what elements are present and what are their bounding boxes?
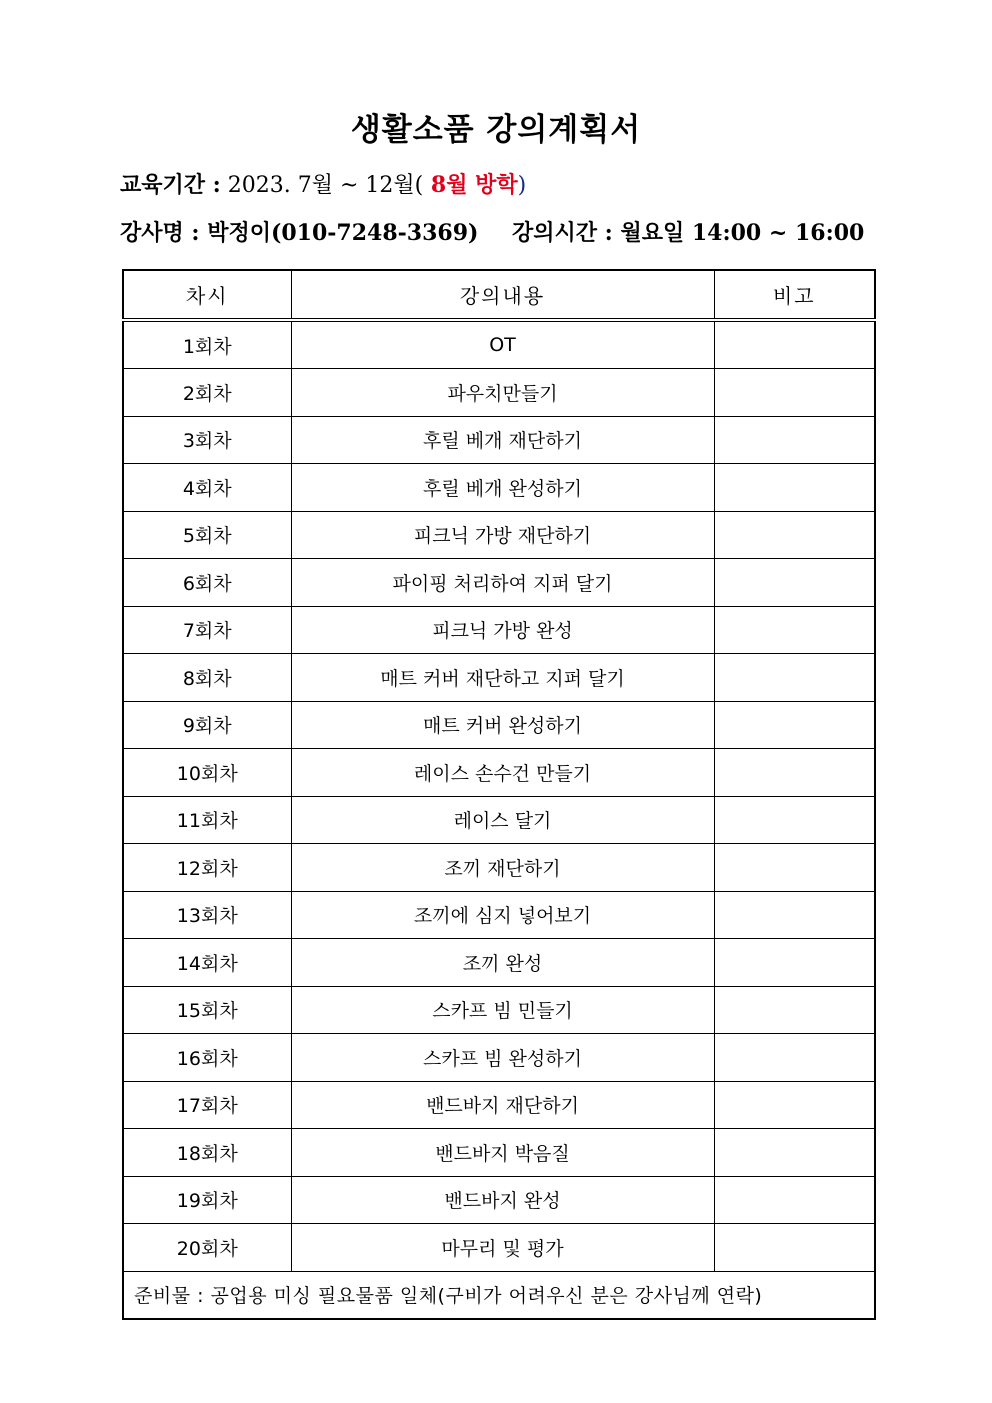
session-cell: 12회차 — [123, 844, 291, 892]
session-cell: 6회차 — [123, 559, 291, 607]
session-cell: 9회차 — [123, 701, 291, 749]
header-note: 비고 — [714, 270, 875, 320]
instructor-value: 박정이(010-7248-3369) — [207, 220, 479, 246]
note-cell — [714, 320, 875, 369]
session-cell: 4회차 — [123, 464, 291, 512]
table-row — [123, 320, 875, 369]
session-cell: 18회차 — [123, 1129, 291, 1177]
table-footer-row — [123, 1271, 875, 1319]
note-cell — [714, 796, 875, 844]
content-cell: 조끼 재단하기 — [291, 844, 714, 892]
content-cell: 후릴 베개 완성하기 — [291, 464, 714, 512]
header-content: 강의내용 — [291, 270, 714, 320]
content-cell: 피크닉 가방 완성 — [291, 606, 714, 654]
table-row — [123, 844, 875, 892]
note-cell — [714, 1224, 875, 1272]
table-row — [123, 1034, 875, 1082]
note-cell — [714, 1081, 875, 1129]
table-row — [123, 1224, 875, 1272]
note-cell — [714, 844, 875, 892]
session-cell: 3회차 — [123, 416, 291, 464]
education-period-label: 교육기간 : — [120, 172, 221, 198]
lecture-plan-table — [122, 269, 876, 1320]
table-row — [123, 464, 875, 512]
session-cell: 11회차 — [123, 796, 291, 844]
session-cell: 16회차 — [123, 1034, 291, 1082]
table-row — [123, 1129, 875, 1177]
note-cell — [714, 1176, 875, 1224]
supplies-note: 준비물 : 공업용 미싱 필요물품 일체(구비가 어려우신 분은 강사님께 연락) — [123, 1271, 875, 1319]
table-row — [123, 796, 875, 844]
content-cell: 파이핑 처리하여 지퍼 달기 — [291, 559, 714, 607]
session-cell: 15회차 — [123, 986, 291, 1034]
session-cell: 19회차 — [123, 1176, 291, 1224]
period-close-paren: ) — [517, 173, 527, 198]
note-cell — [714, 701, 875, 749]
content-cell: 마무리 및 평가 — [291, 1224, 714, 1272]
note-cell — [714, 416, 875, 464]
note-cell — [714, 749, 875, 797]
instructor-label: 강사명 : — [120, 220, 208, 246]
session-cell: 14회차 — [123, 939, 291, 987]
session-cell: 17회차 — [123, 1081, 291, 1129]
vacation-note: 8월 방학 — [423, 172, 518, 198]
session-cell: 2회차 — [123, 369, 291, 417]
session-cell: 5회차 — [123, 511, 291, 559]
content-cell: 매트 커버 완성하기 — [291, 701, 714, 749]
note-cell — [714, 369, 875, 417]
lecture-time-label: 강의시간 : — [512, 220, 621, 246]
note-cell — [714, 559, 875, 607]
content-cell: 파우치만들기 — [291, 369, 714, 417]
note-cell — [714, 464, 875, 512]
content-cell: 피크닉 가방 재단하기 — [291, 511, 714, 559]
content-cell: 조끼에 심지 넣어보기 — [291, 891, 714, 939]
note-cell — [714, 654, 875, 702]
content-cell: 매트 커버 재단하고 지퍼 달기 — [291, 654, 714, 702]
note-cell — [714, 606, 875, 654]
session-cell: 13회차 — [123, 891, 291, 939]
education-period — [120, 168, 526, 199]
table-row — [123, 416, 875, 464]
document-title: 생활소품 강의계획서 — [350, 112, 642, 148]
table-row — [123, 606, 875, 654]
note-cell — [714, 939, 875, 987]
content-cell: 스카프 빔 민들기 — [291, 986, 714, 1034]
content-cell: 레이스 달기 — [291, 796, 714, 844]
content-cell: 밴드바지 박음질 — [291, 1129, 714, 1177]
session-cell: 1회차 — [123, 320, 291, 369]
table-row — [123, 1176, 875, 1224]
lecture-time-value: 월요일 14:00 ~ 16:00 — [620, 220, 865, 246]
table-row — [123, 986, 875, 1034]
table-row — [123, 559, 875, 607]
session-cell: 10회차 — [123, 749, 291, 797]
session-cell: 8회차 — [123, 654, 291, 702]
content-cell: 스카프 빔 완성하기 — [291, 1034, 714, 1082]
table-row — [123, 701, 875, 749]
instructor-line — [120, 216, 870, 247]
table-row — [123, 891, 875, 939]
content-cell: 레이스 손수건 만들기 — [291, 749, 714, 797]
note-cell — [714, 891, 875, 939]
note-cell — [714, 1129, 875, 1177]
education-period-value: 2023. 7월 ~ 12월( — [220, 173, 424, 198]
session-cell: 20회차 — [123, 1224, 291, 1272]
note-cell — [714, 1034, 875, 1082]
note-cell — [714, 511, 875, 559]
table-header-row — [123, 270, 875, 320]
content-cell: 후릴 베개 재단하기 — [291, 416, 714, 464]
content-cell: OT — [291, 320, 714, 369]
note-cell — [714, 986, 875, 1034]
table-row — [123, 654, 875, 702]
table-row — [123, 511, 875, 559]
lecture-time — [512, 216, 864, 247]
content-cell: 밴드바지 완성 — [291, 1176, 714, 1224]
table-row — [123, 369, 875, 417]
table-row — [123, 749, 875, 797]
table-row — [123, 1081, 875, 1129]
content-cell: 조끼 완성 — [291, 939, 714, 987]
header-session: 차시 — [123, 270, 291, 320]
table-row — [123, 939, 875, 987]
content-cell: 밴드바지 재단하기 — [291, 1081, 714, 1129]
session-cell: 7회차 — [123, 606, 291, 654]
